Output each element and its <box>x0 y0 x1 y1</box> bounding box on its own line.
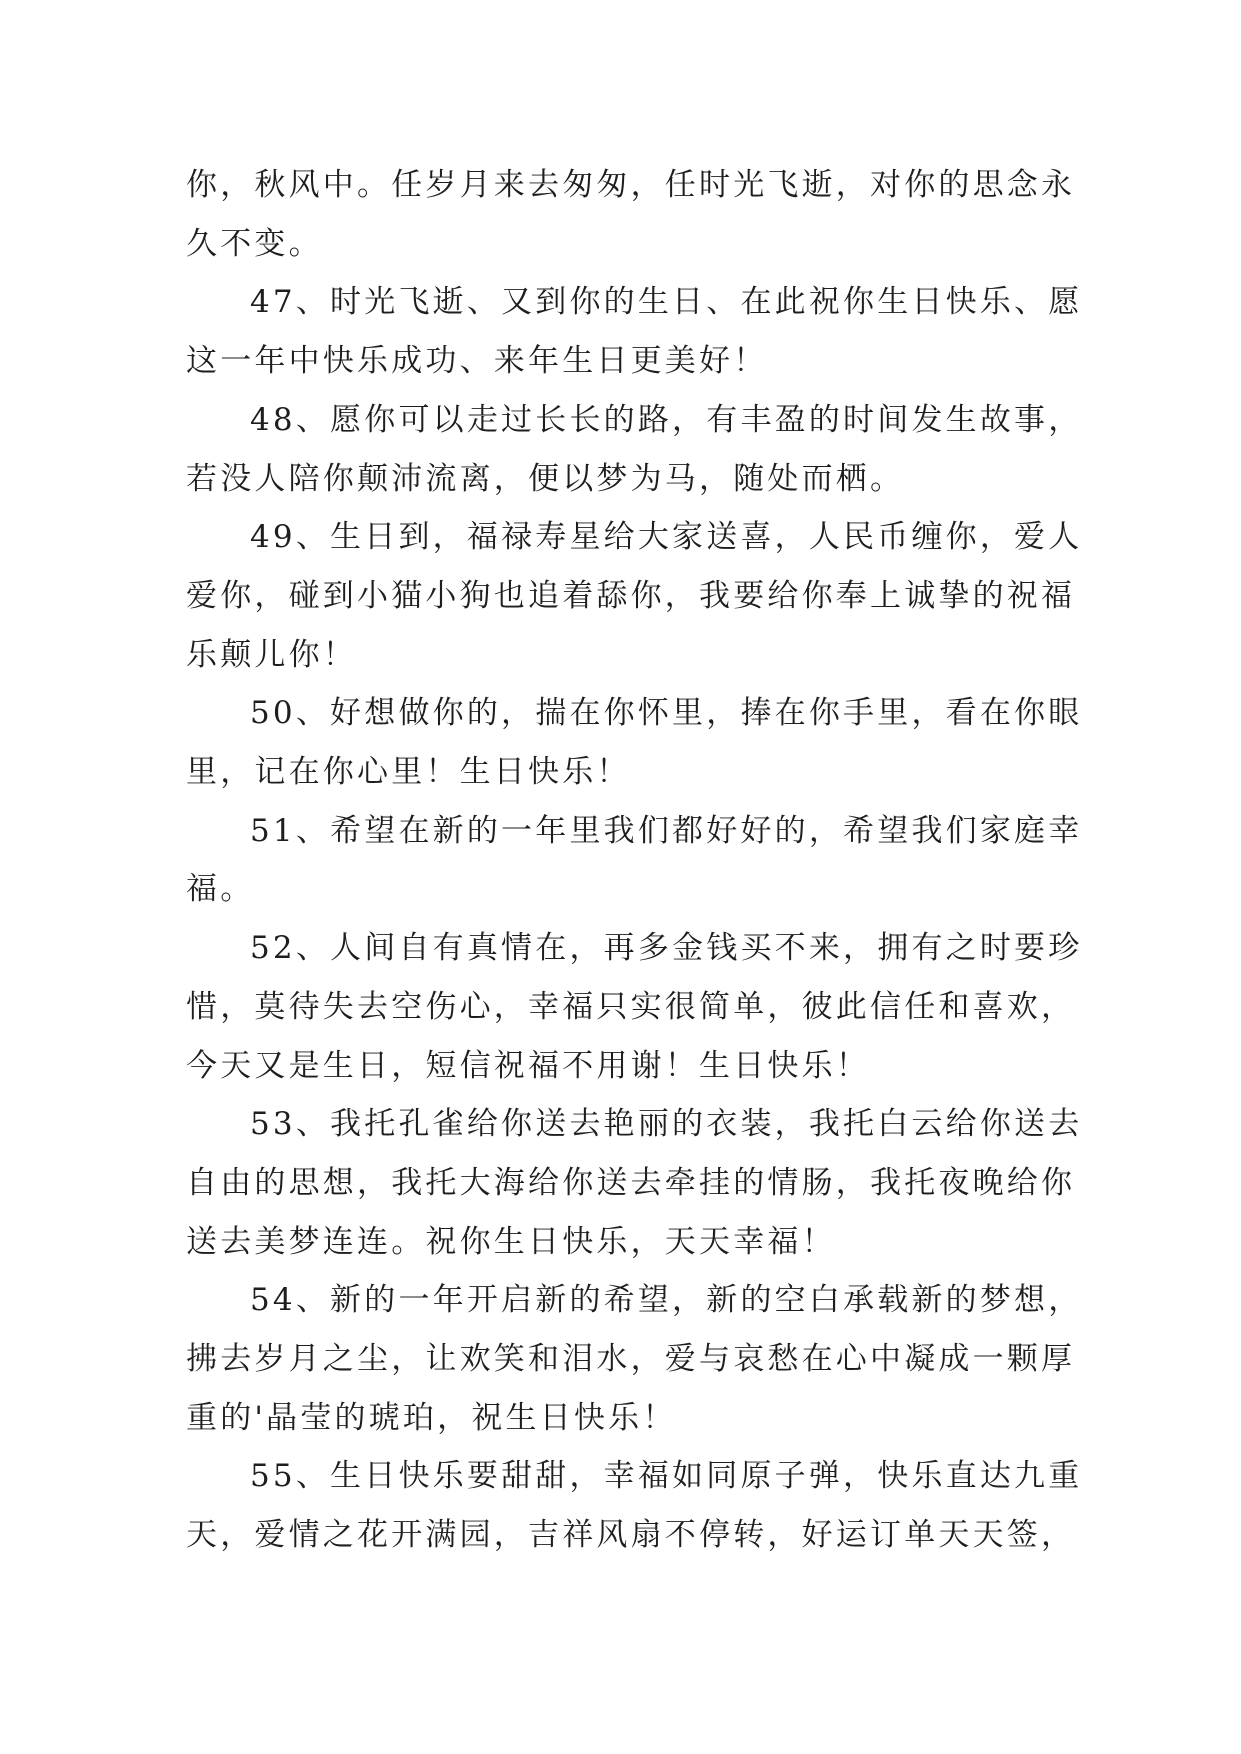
paragraph-p53 <box>186 1095 1083 1271</box>
text-line: 福。 <box>186 871 255 908</box>
paragraph-p54 <box>186 1271 1083 1447</box>
text-line: 你，秋风中。任岁月来去匆匆，任时光飞逝，对你的思念永 <box>186 167 1076 203</box>
paragraph-p48 <box>186 391 1083 508</box>
paragraph-p51 <box>186 802 1083 919</box>
text-line: 乐颠儿你！ <box>186 636 357 673</box>
text-line: 天，爱情之花开满园，吉祥风扇不停转，好运订单天天签， <box>186 1517 1076 1554</box>
text-line: 惜，莫待失去空伤心，幸福只实很简单，彼此信任和喜欢， <box>186 988 1076 1025</box>
text-line: 52、人间自有真情在，再多金钱买不来，拥有之时要珍 <box>250 930 1083 967</box>
text-line: 久不变。 <box>186 225 323 262</box>
text-line: 若没人陪你颠沛流离，便以梦为马，随处而栖。 <box>186 460 905 497</box>
text-line: 拂去岁月之尘，让欢笑和泪水，爱与哀愁在心中凝成一颗厚 <box>186 1341 1076 1378</box>
paragraph-p52 <box>186 919 1083 1095</box>
text-line: 这一年中快乐成功、来年生日更美好！ <box>186 343 768 380</box>
document-body <box>186 156 1083 1565</box>
text-line: 48、愿你可以走过长长的路，有丰盈的时间发生故事， <box>250 401 1083 438</box>
text-line: 47、时光飞逝、又到你的生日、在此祝你生日快乐、愿 <box>250 284 1083 321</box>
text-line: 送去美梦连连。祝你生日快乐，天天幸福！ <box>186 1223 836 1260</box>
paragraph-p50 <box>186 684 1083 801</box>
text-line: 53、我托孔雀给你送去艳丽的衣装，我托白云给你送去 <box>250 1106 1083 1143</box>
text-line: 49、生日到，福禄寿星给大家送喜，人民币缠你，爱人 <box>250 519 1083 556</box>
text-line: 54、新的一年开启新的希望，新的空白承载新的梦想， <box>250 1282 1083 1319</box>
text-line: 里，记在你心里！生日快乐！ <box>186 754 631 791</box>
text-line: 爱你，碰到小猫小狗也追着舔你，我要给你奉上诚挚的祝福 <box>186 577 1076 614</box>
text-line: 自由的思想，我托大海给你送去牵挂的情肠，我托夜晚给你 <box>186 1164 1076 1201</box>
paragraph-p46-tail <box>186 156 1076 273</box>
text-line: 重的'晶莹的琥珀，祝生日快乐！ <box>186 1399 677 1436</box>
paragraph-p49 <box>186 508 1083 684</box>
text-line: 50、好想做你的，揣在你怀里，捧在你手里，看在你眼 <box>250 695 1083 732</box>
paragraph-p47 <box>186 273 1083 390</box>
text-line: 今天又是生日，短信祝福不用谢！生日快乐！ <box>186 1047 870 1084</box>
text-line: 55、生日快乐要甜甜，幸福如同原子弹，快乐直达九重 <box>250 1458 1083 1495</box>
paragraph-p55 <box>186 1447 1083 1564</box>
text-line: 51、希望在新的一年里我们都好好的，希望我们家庭幸 <box>250 812 1083 849</box>
